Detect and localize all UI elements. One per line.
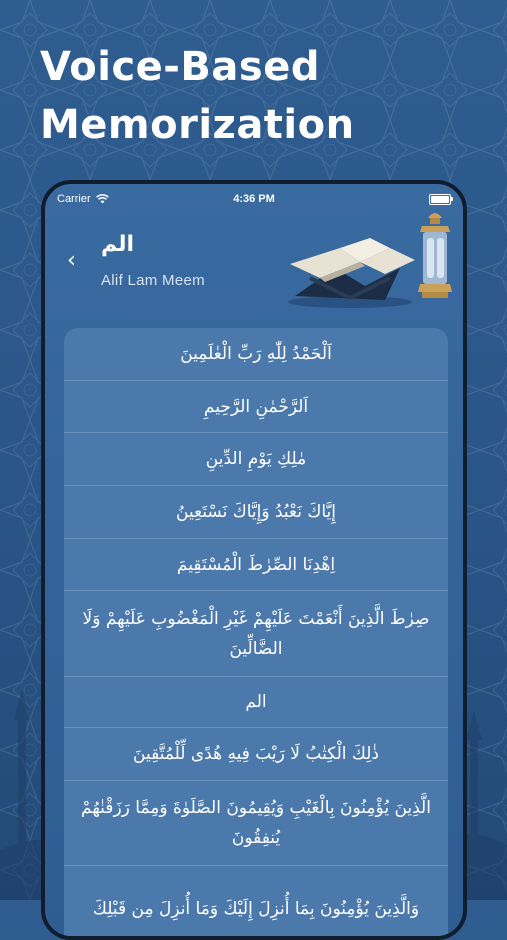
headline-line-2: Memorization: [40, 102, 355, 148]
quran-lantern-illustration: [280, 208, 460, 312]
verse-item[interactable]: اِهْدِنَا الصِّرٰطَ الْمُسْتَقِيمَ: [64, 539, 448, 591]
verse-item[interactable]: اَلرَّحْمٰنِ الرَّحِيمِ: [64, 381, 448, 433]
verse-item[interactable]: الم: [64, 677, 448, 728]
carrier-label: Carrier: [57, 193, 91, 205]
verses-list: [64, 328, 448, 940]
back-button[interactable]: [67, 248, 87, 274]
verse-item[interactable]: وَالَّذِينَ يُؤْمِنُونَ بِمَا أُنزِلَ إِلَيْكَ وَمَا أُنزِلَ مِن قَبْلِكَ: [64, 866, 448, 940]
verse-item[interactable]: إِيَّاكَ نَعْبُدُ وَإِيَّاكَ نَسْتَعِينُ: [64, 486, 448, 539]
headline-line-1: Voice-Based: [40, 44, 320, 90]
battery-icon: [429, 194, 451, 205]
phone-mockup: [41, 180, 467, 940]
verse-item[interactable]: صِرٰطَ الَّذِينَ أَنْعَمْتَ عَلَيْهِمْ غَيْرِ الْمَغْضُوبِ عَلَيْهِمْ وَلَا الضَّالِّينَ: [64, 591, 448, 677]
chevron-left-icon: ‹: [67, 248, 76, 273]
verse-item[interactable]: ذٰلِكَ الْكِتٰبُ لَا رَيْبَ فِيهِ هُدًى لِّلْمُتَّقِينَ: [64, 728, 448, 781]
surah-title-transliteration: Alif Lam Meem: [101, 272, 205, 289]
verse-item[interactable]: الَّذِينَ يُؤْمِنُونَ بِالْغَيْبِ وَيُقِيمُونَ الصَّلَوٰةَ وَمِمَّا رَزَقْنٰهُمْ يُنفِقُونَ: [64, 781, 448, 866]
verse-item[interactable]: اَلْحَمْدُ لِلّٰهِ رَبِّ الْعٰلَمِينَ: [64, 328, 448, 381]
verse-item[interactable]: مٰلِكِ يَوْمِ الدِّينِ: [64, 433, 448, 486]
promo-headline: [40, 38, 480, 154]
status-time: 4:36 PM: [233, 193, 275, 205]
surah-title-arabic: الم: [101, 232, 135, 257]
